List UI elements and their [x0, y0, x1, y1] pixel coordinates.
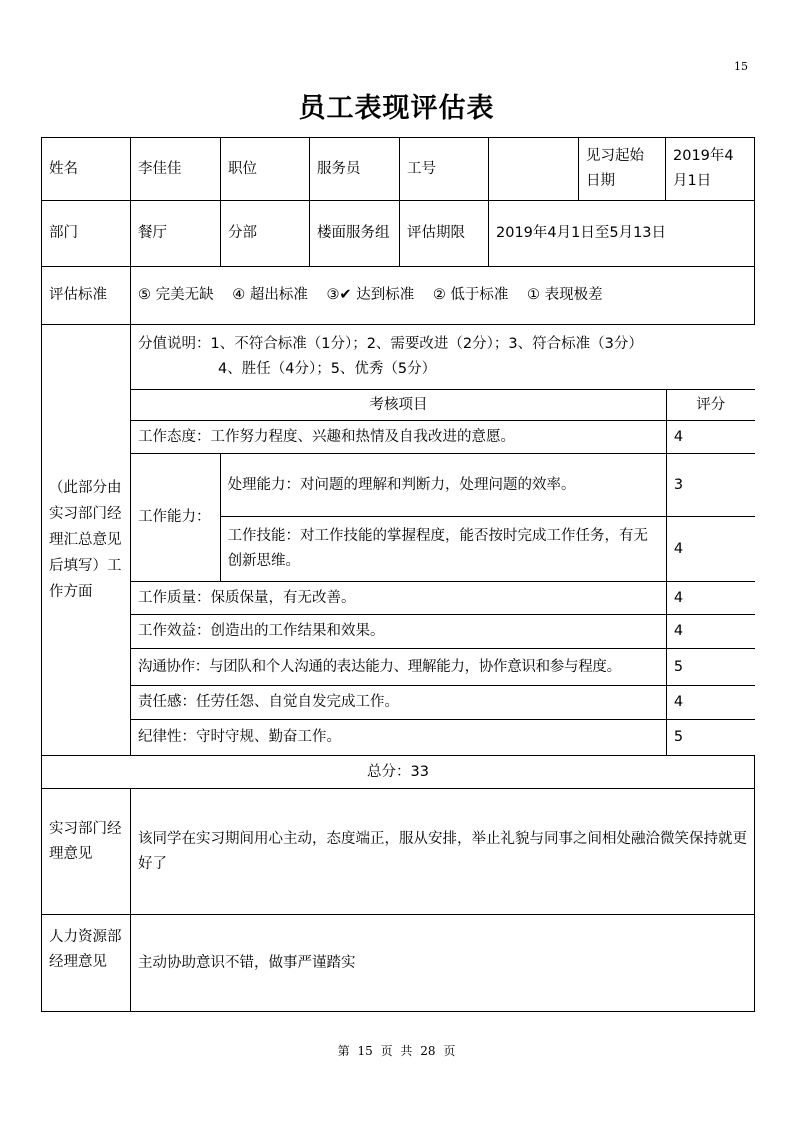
- page-number: 15: [734, 60, 748, 73]
- dept-value: 餐厅: [131, 201, 221, 267]
- hr-label: 人力资源部经理意见: [42, 915, 131, 1012]
- name-label: 姓名: [42, 138, 131, 201]
- attitude-score: 4: [666, 421, 754, 454]
- benefit-item: 工作效益：创造出的工作结果和效果。: [131, 615, 666, 649]
- manager-label: 实习部门经理意见: [42, 789, 131, 915]
- branch-value: 楼面服务组: [310, 201, 400, 267]
- id-value: [489, 138, 579, 201]
- total-score: 总分：33: [42, 756, 755, 789]
- ability-item-skill: 工作技能：对工作技能的掌握程度，能否按时完成工作任务，有无创新思维。: [220, 517, 666, 582]
- footer-page: 15: [357, 1044, 373, 1058]
- footer-mid1: 页: [380, 1044, 393, 1058]
- form-title: 员工表现评估表: [298, 93, 495, 124]
- standard-4: ④ 超出标准: [232, 287, 308, 303]
- standard-1: ① 表现极差: [527, 287, 603, 303]
- evaluation-table: [41, 137, 755, 1012]
- item-header: 考核项目: [131, 390, 666, 421]
- ability-score-handling: 3: [666, 454, 754, 517]
- quality-score: 4: [666, 582, 754, 615]
- page-footer: [0, 1042, 793, 1059]
- standard-label: 评估标准: [42, 267, 131, 325]
- id-label: 工号: [400, 138, 489, 201]
- footer-mid2: 共: [400, 1044, 413, 1058]
- discipline-score: 5: [666, 720, 754, 755]
- period-value: 2019年4月1日至5月13日: [489, 201, 755, 267]
- responsibility-item: 责任感：任劳任怨、自觉自发完成工作。: [131, 686, 666, 720]
- standard-5: ⑤ 完美无缺: [138, 287, 214, 303]
- scoring-line-2: 4、胜任（4分）；5、优秀（5分）: [218, 361, 437, 378]
- attitude-item: 工作态度：工作努力程度、兴趣和热情及自我改进的意愿。: [131, 421, 666, 454]
- start-value: 2019年4月1日: [666, 138, 755, 201]
- branch-label: 分部: [221, 201, 310, 267]
- name-value: 李佳佳: [131, 138, 221, 201]
- position-value: 服务员: [310, 138, 400, 201]
- discipline-item: 纪律性：守时守规、勤奋工作。: [131, 720, 666, 755]
- scoring-note: [131, 326, 755, 390]
- footer-pre: 第: [337, 1044, 350, 1058]
- quality-item: 工作质量：保质保量，有无改善。: [131, 582, 666, 615]
- start-label: 见习起始日期: [579, 138, 666, 201]
- work-table: [131, 326, 755, 755]
- standard-2: ② 低于标准: [432, 287, 509, 303]
- position-label: 职位: [221, 138, 310, 201]
- manager-opinion: 该同学在实习期间用心主动，态度端正，服从安排，举止礼貌与同事之间相处融洽微笑保持就更好了: [131, 789, 755, 915]
- ability-label: 工作能力：: [131, 454, 220, 582]
- footer-total: 28: [420, 1044, 436, 1058]
- period-label: 评估期限: [400, 201, 489, 267]
- footer-post: 页: [443, 1044, 456, 1058]
- standard-3: ③✔ 达到标准: [326, 287, 415, 303]
- scoring-line-1: 分值说明：1、不符合标准（1分）；2、需要改进（2分）；3、符合标准（3分）: [138, 336, 643, 353]
- hr-opinion: 主动协助意识不错，做事严谨踏实: [131, 915, 755, 1012]
- communication-score: 5: [666, 649, 754, 686]
- dept-label: 部门: [42, 201, 131, 267]
- ability-item-handling: 处理能力：对问题的理解和判断力，处理问题的效率。: [220, 454, 666, 517]
- score-header: 评分: [666, 390, 754, 421]
- work-section: [131, 325, 755, 756]
- communication-item: 沟通协作：与团队和个人沟通的表达能力、理解能力，协作意识和参与程度。: [131, 649, 666, 686]
- standard-scale: [131, 267, 755, 325]
- benefit-score: 4: [666, 615, 754, 649]
- responsibility-score: 4: [666, 686, 754, 720]
- ability-score-skill: 4: [666, 517, 754, 582]
- work-side-label: （此部分由实习部门经理汇总意见后填写）工作方面: [42, 325, 131, 756]
